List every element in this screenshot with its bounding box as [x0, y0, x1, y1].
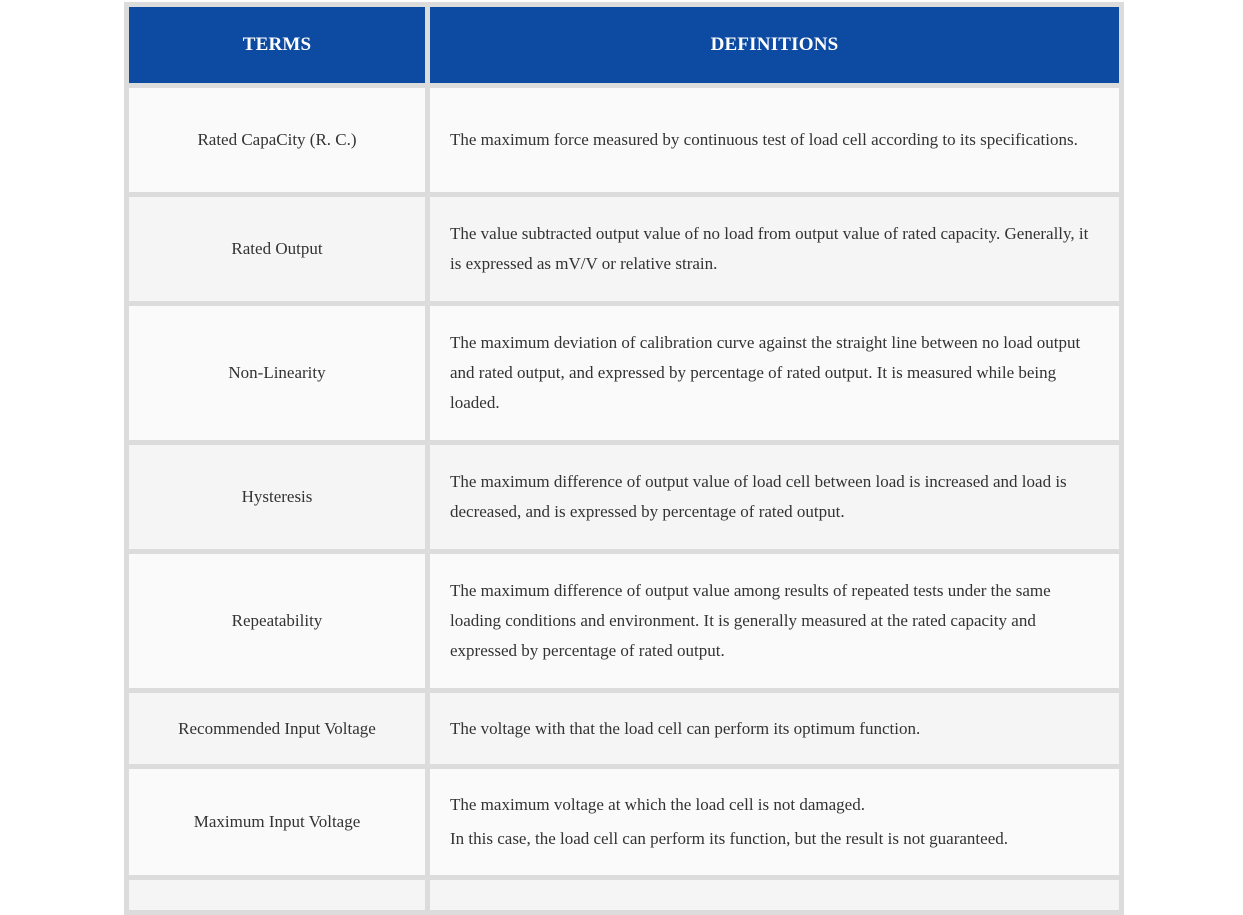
- definition-text: The maximum force measured by continuous test of load cell according to its specifications.: [450, 130, 1078, 149]
- term-cell-empty: [129, 880, 425, 910]
- term-cell: Maximum Input Voltage: [129, 769, 425, 875]
- table-row: [129, 693, 1119, 764]
- table-row: [129, 88, 1119, 192]
- table-row: [129, 445, 1119, 549]
- table-row: [129, 769, 1119, 875]
- definition-text: The maximum deviation of calibration curve against the straight line between no load output and rated output, and expressed by percentage of rated output. It is measured while being loaded.: [450, 333, 1081, 412]
- definition-cell: [430, 554, 1119, 688]
- definition-text: The maximum difference of output value of load cell between load is increased and load is decreased, and is expressed by percentage of rated output.: [450, 472, 1067, 521]
- definition-text: In this case, the load cell can perform its function, but the result is not guaranteed.: [450, 829, 1008, 848]
- terms-definitions-table: [124, 2, 1124, 915]
- table-row: [129, 197, 1119, 301]
- definition-text: The value subtracted output value of no load from output value of rated capacity. Generally, it is expressed as mV/V or relative strain.: [450, 224, 1089, 273]
- terms-column-header: TERMS: [129, 7, 425, 83]
- definition-text: The maximum voltage at which the load cell is not damaged.: [450, 795, 865, 814]
- term-cell: Repeatability: [129, 554, 425, 688]
- definition-cell: [430, 445, 1119, 549]
- term-cell: Rated CapaCity (R. C.): [129, 88, 425, 192]
- term-cell: Recommended Input Voltage: [129, 693, 425, 764]
- term-cell: Non-Linearity: [129, 306, 425, 440]
- table-row-partial: [129, 880, 1119, 910]
- definition-text: The voltage with that the load cell can perform its optimum function.: [450, 718, 921, 738]
- definition-text: The maximum difference of output value among results of repeated tests under the same loading conditions and environment. It is generally measured at the rated capacity and expressed by percentage of rated output.: [450, 581, 1051, 660]
- table-row: [129, 306, 1119, 440]
- definition-cell: [430, 693, 1119, 764]
- definition-cell: [430, 769, 1119, 875]
- definition-cell: [430, 88, 1119, 192]
- definition-cell: [430, 197, 1119, 301]
- term-cell: Hysteresis: [129, 445, 425, 549]
- definitions-column-header: DEFINITIONS: [430, 7, 1119, 83]
- table-header-row: [129, 7, 1119, 83]
- table-row: [129, 554, 1119, 688]
- term-cell: Rated Output: [129, 197, 425, 301]
- terms-table-container: [124, 2, 1124, 915]
- definition-cell: [430, 306, 1119, 440]
- definition-cell-empty: [430, 880, 1119, 910]
